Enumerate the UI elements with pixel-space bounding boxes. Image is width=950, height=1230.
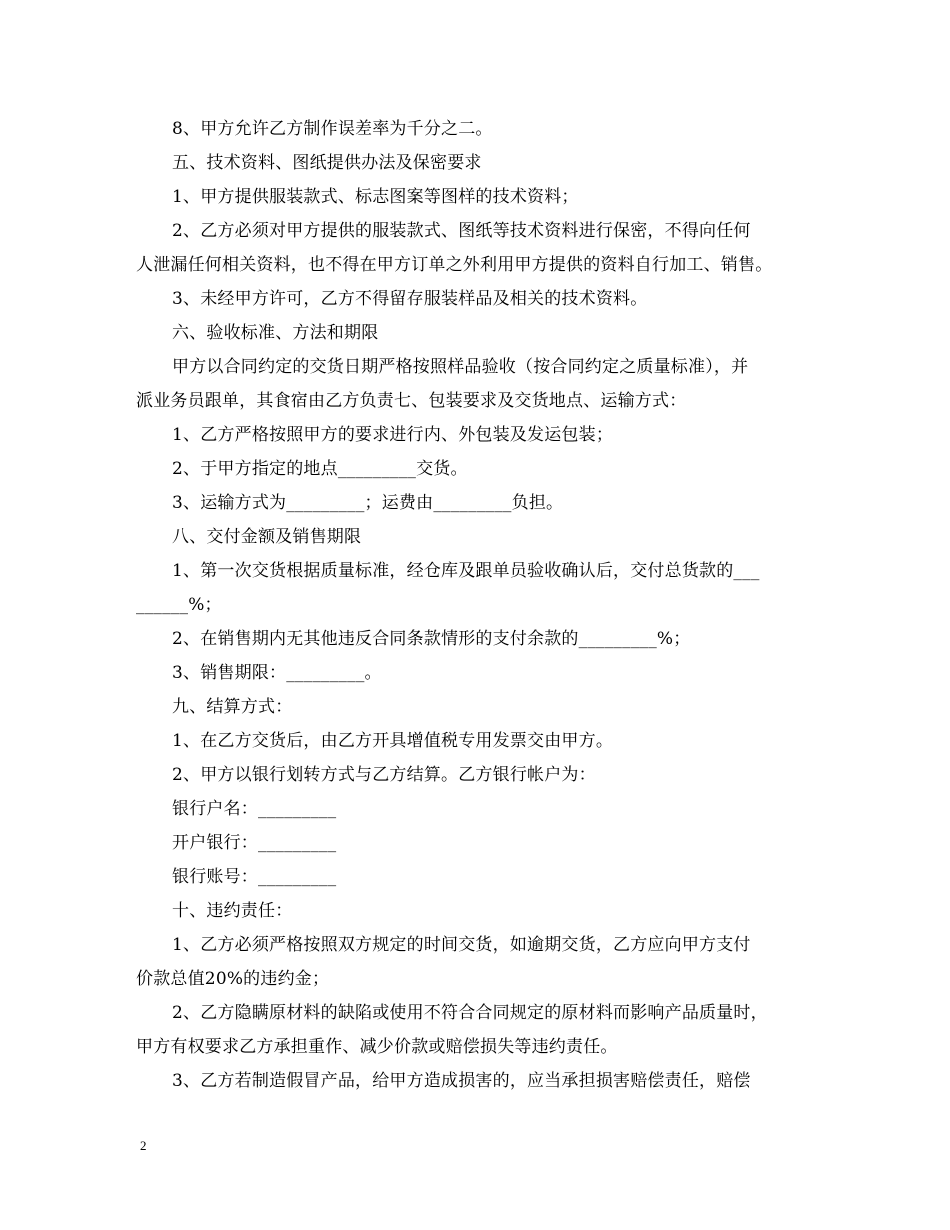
- paragraph-line: 3、销售期限：_________。: [172, 663, 382, 683]
- paragraph-line: 价款总值20%的违约金；: [136, 969, 330, 989]
- paragraph-line: 3、乙方若制造假冒产品，给甲方造成损害的，应当承担损害赔偿责任，赔偿: [172, 1071, 751, 1091]
- paragraph-line: 1、在乙方交货后，由乙方开具增值税专用发票交由甲方。: [172, 731, 614, 751]
- section-heading: 六、验收标准、方法和期限: [172, 323, 379, 343]
- bank-account-number-field: 银行账号：_________: [172, 867, 337, 887]
- paragraph-line: 人泄漏任何相关资料，也不得在甲方订单之外利用甲方提供的资料自行加工、销售。: [136, 255, 773, 275]
- paragraph-line: 甲方有权要求乙方承担重作、减少价款或赔偿损失等违约责任。: [136, 1037, 618, 1057]
- paragraph-line: 1、第一次交货根据质量标准，经仓库及跟单员验收确认后，交付总货款的___: [172, 561, 760, 581]
- section-heading: 五、技术资料、图纸提供办法及保密要求: [172, 153, 482, 173]
- paragraph-line: 8、甲方允许乙方制作误差率为千分之二。: [172, 119, 493, 139]
- paragraph-line: 3、未经甲方许可，乙方不得留存服装样品及相关的技术资料。: [172, 289, 648, 309]
- paragraph-line: 1、乙方必须严格按照双方规定的时间交货，如逾期交货，乙方应向甲方支付: [172, 935, 751, 955]
- paragraph-line: 2、乙方隐瞒原材料的缺陷或使用不符合合同规定的原材料而影响产品质量时，: [172, 1003, 768, 1023]
- paragraph-line: 3、运输方式为_________；运费由_________负担。: [172, 493, 564, 513]
- paragraph-line: 1、甲方提供服装款式、标志图案等图样的技术资料；: [172, 187, 579, 207]
- bank-account-name-field: 银行户名：_________: [172, 799, 337, 819]
- section-heading: 八、交付金额及销售期限: [172, 527, 362, 547]
- bank-name-field: 开户银行：_________: [172, 833, 337, 853]
- section-heading: 九、结算方式：: [172, 697, 293, 717]
- document-body: [136, 112, 816, 1098]
- paragraph-line: 派业务员跟单，其食宿由乙方负责七、包装要求及交货地点、运输方式：: [136, 391, 687, 411]
- paragraph-line: ______%；: [136, 595, 222, 615]
- section-heading: 十、违约责任：: [172, 901, 293, 921]
- page-number: 2: [140, 1138, 147, 1153]
- paragraph-line: 2、于甲方指定的地点_________交货。: [172, 459, 468, 479]
- paragraph-line: 2、乙方必须对甲方提供的服装款式、图纸等技术资料进行保密，不得向任何: [172, 221, 751, 241]
- paragraph-line: 1、乙方严格按照甲方的要求进行内、外包装及发运包装；: [172, 425, 614, 445]
- paragraph-line: 2、在销售期内无其他违反合同条款情形的支付余款的_________%；: [172, 629, 691, 649]
- paragraph-line: 甲方以合同约定的交货日期严格按照样品验收（按合同约定之质量标准），并: [172, 357, 749, 377]
- paragraph-line: 2、甲方以银行划转方式与乙方结算。乙方银行帐户为：: [172, 765, 596, 785]
